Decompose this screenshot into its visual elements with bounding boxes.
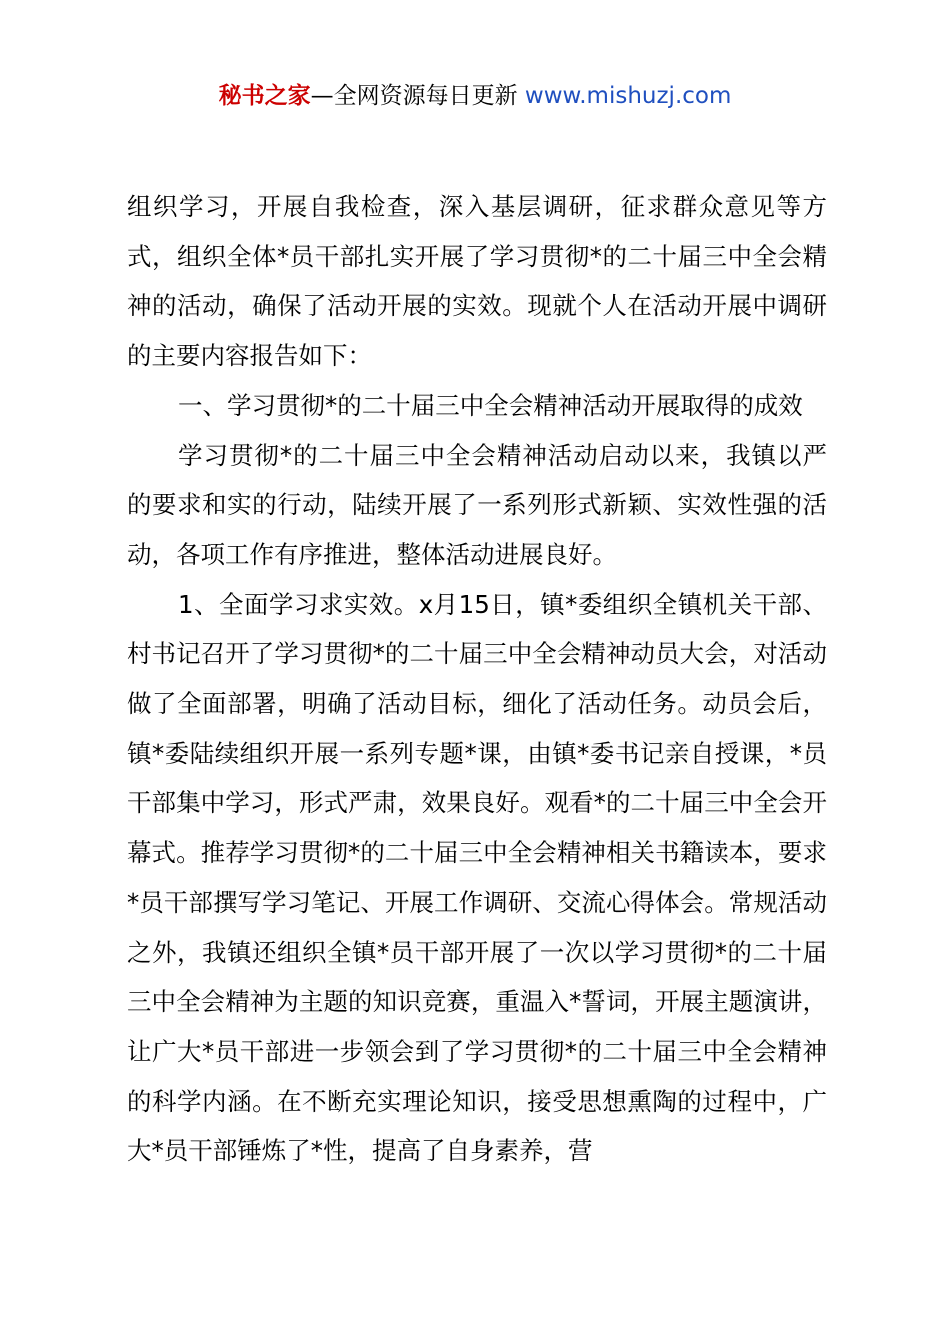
paragraph-continuation: 组织学习，开展自我检查，深入基层调研，征求群众意见等方式，组织全体*员干部扎实开展了学习贯彻*的二十届三中全会精神的活动，确保了活动开展的实效。现就个人在活动开展中调研的主要内容报告如下： [127, 192, 827, 371]
paragraph-overview: 学习贯彻*的二十届三中全会精神活动启动以来，我镇以严的要求和实的行动，陆续开展了一系列形式新颖、实效性强的活动，各项工作有序推进，整体活动进展良好。 [127, 440, 827, 569]
site-brand: 秘书之家 [218, 83, 311, 109]
paragraph-point-1: 1、全面学习求实效。x月15日，镇*委组织全镇机关干部、村书记召开了学习贯彻*的二十届三中全会精神动员大会，对活动做了全面部署，明确了活动目标，细化了活动任务。动员会后，镇*委陆续组织开展一系列专题*课，由镇*委书记亲自授课，*员干部集中学习，形式严肃，效果良好。观看*的二十届三中全会开幕式。推荐学习贯彻*的二十届三中全会精神相关书籍读本，要求*员干部撰写学习笔记、开展工作调研、交流心得体会。常规活动之外，我镇还组织全镇*员干部开展了一次以学习贯彻*的二十届三中全会精神为主题的知识竞赛，重温入*誓词，开展主题演讲，让广大*员干部进一步领会到了学习贯彻*的二十届三中全会精神的科学内涵。在不断充实理论知识，接受思想熏陶的过程中，广大*员干部锤炼了*性，提高了自身素养，营 [127, 589, 827, 1166]
site-url-link[interactable]: www.mishuzj.com [524, 83, 732, 109]
site-tagline: —全网资源每日更新 [310, 83, 525, 109]
site-header [0, 80, 950, 112]
section-heading: 一、学习贯彻*的二十届三中全会精神活动开展取得的成效 [178, 390, 803, 420]
document-body [127, 182, 827, 1176]
